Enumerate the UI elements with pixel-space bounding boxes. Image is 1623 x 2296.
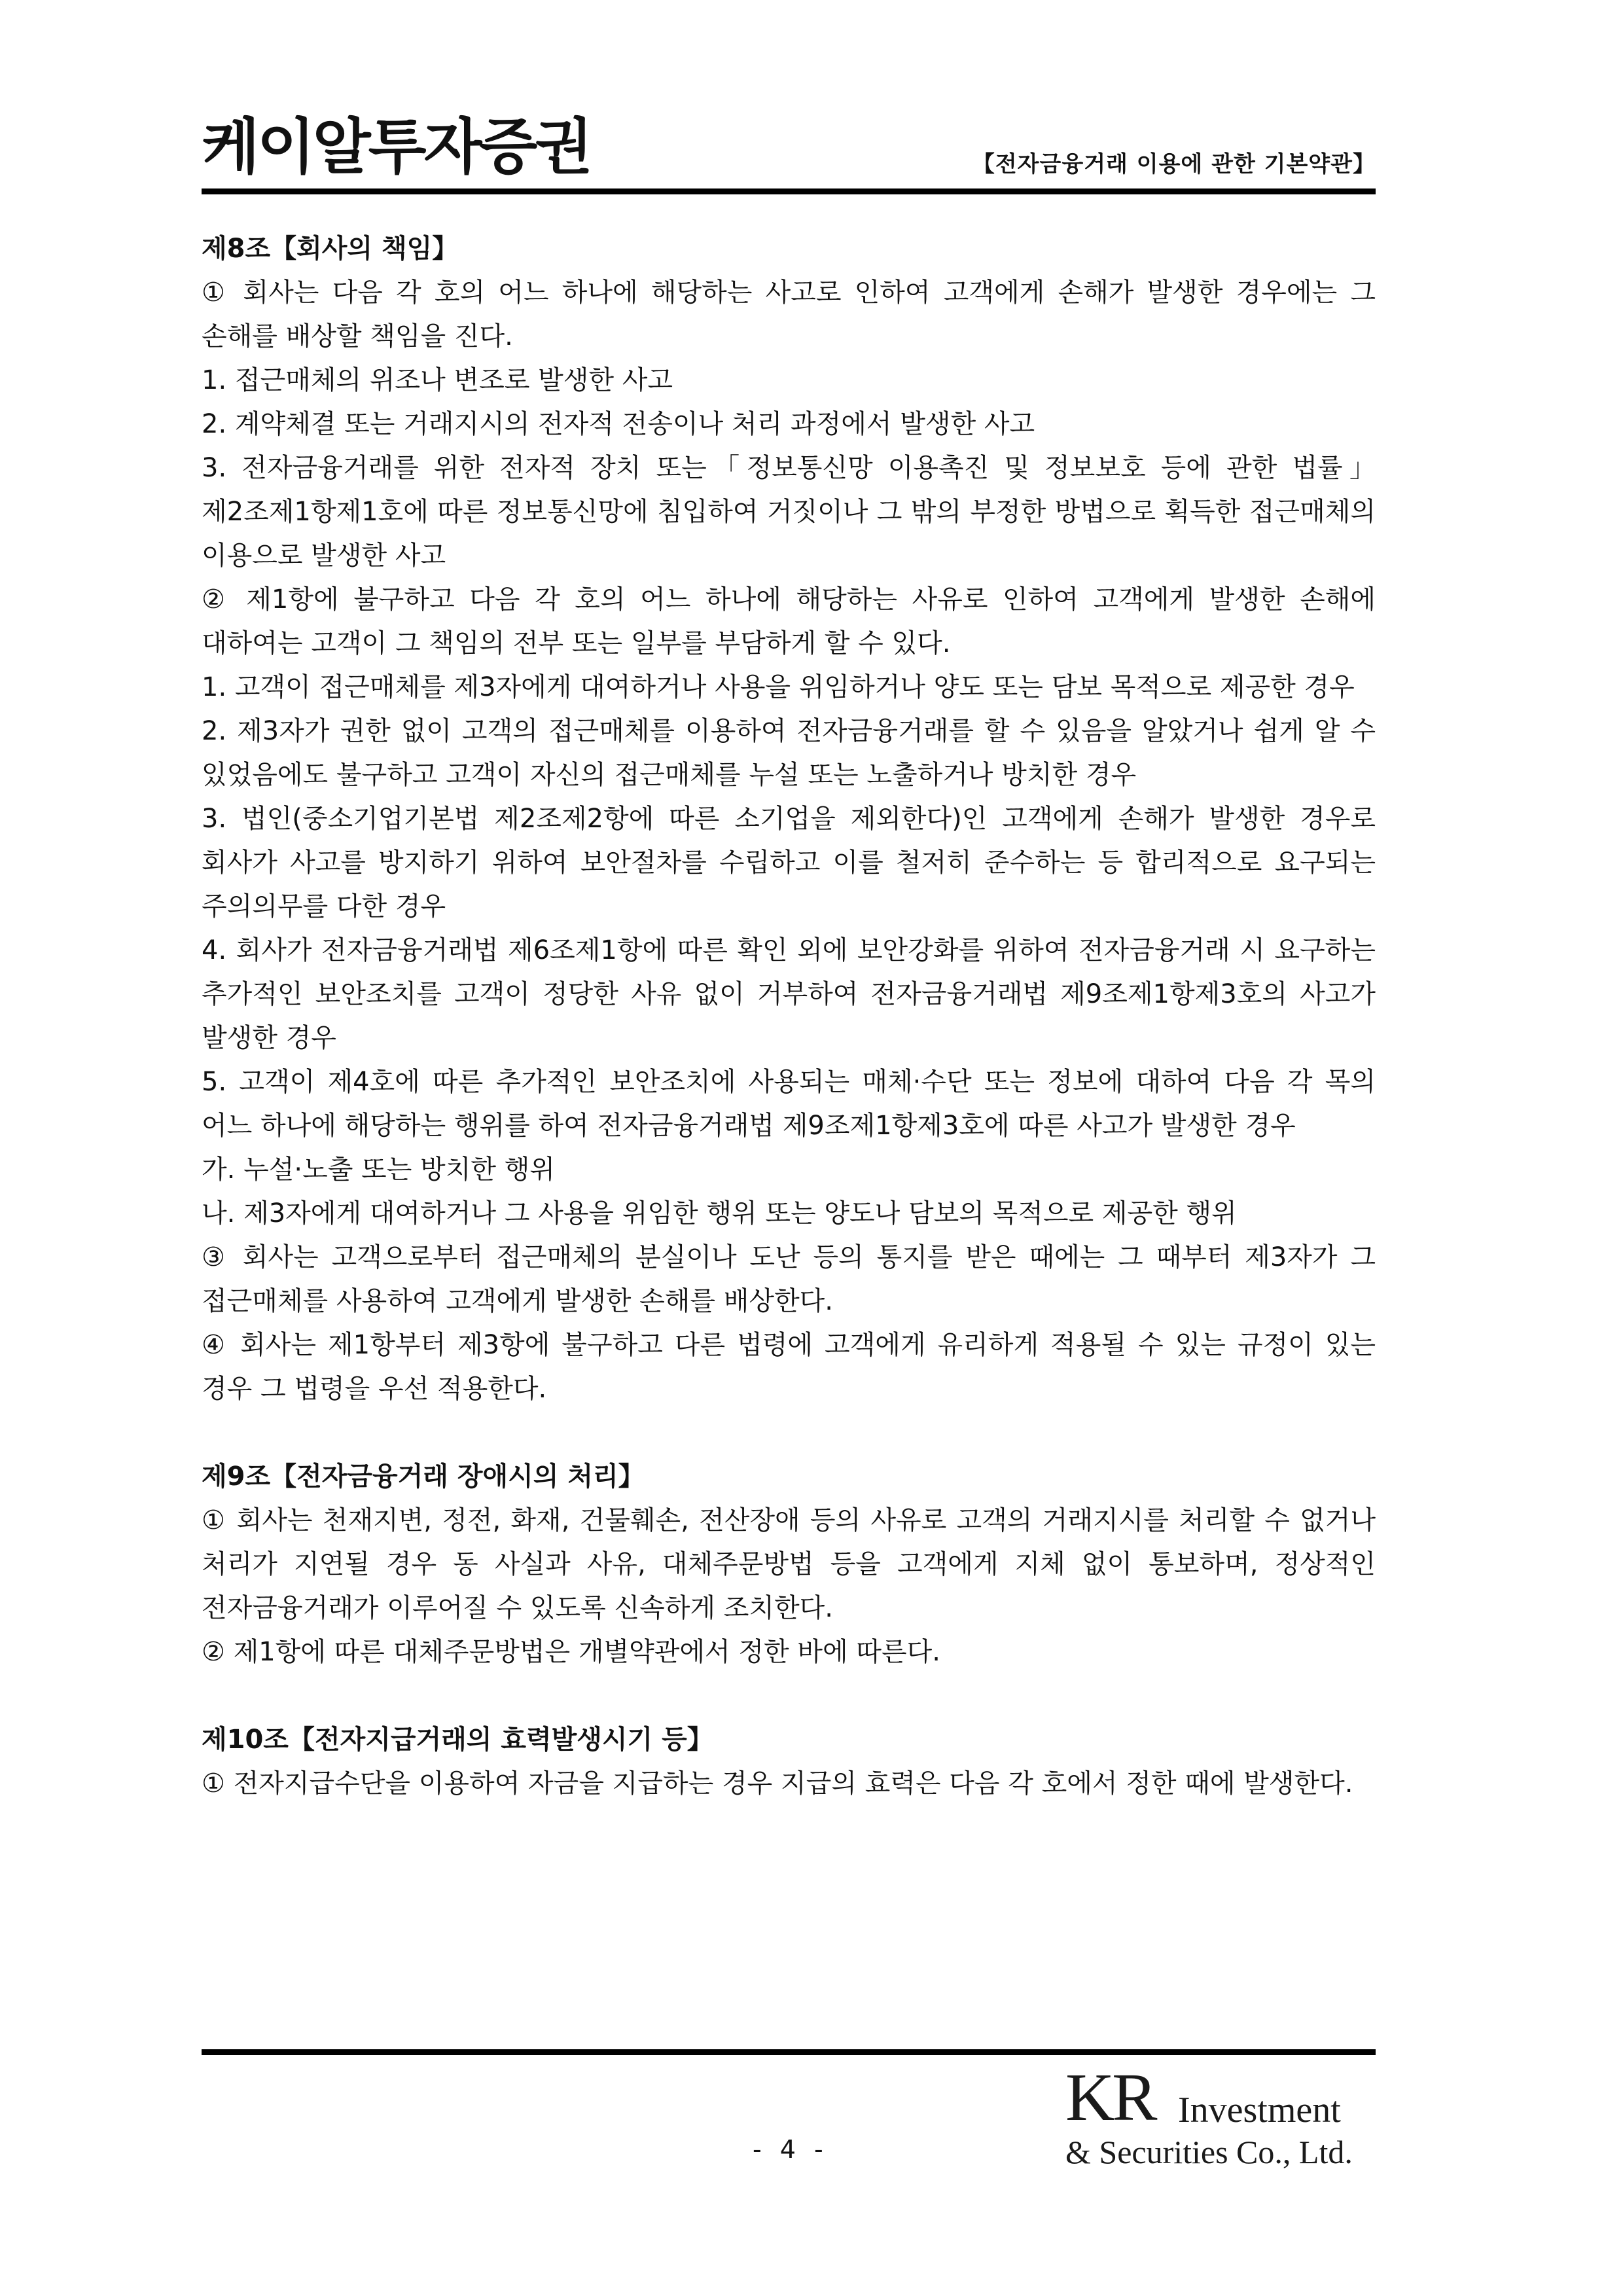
paragraph: ① 회사는 천재지변, 정전, 화재, 건물훼손, 전산장애 등의 사유로 고객의 거래지시를 처리할 수 없거나 처리가 지연될 경우 동 사실과 사유, 대체주문방법 등을 고객에게 지체 없이 통보하며, 정상적인 전자금융거래가 이루어질 수 있도록 신속하게 조치한다. bbox=[202, 1505, 1376, 1623]
article-heading: 제9조【전자금융거래 장애시의 처리】 bbox=[202, 1462, 645, 1492]
paragraph: 1. 접근매체의 위조나 변조로 발생한 사고 bbox=[202, 365, 673, 395]
article-heading: 제8조【회사의 책임】 bbox=[202, 234, 459, 264]
header-rule bbox=[202, 188, 1376, 194]
footer-rule bbox=[202, 2049, 1376, 2055]
page-number: - 4 - bbox=[753, 2135, 829, 2164]
paragraph: 나. 제3자에게 대여하거나 그 사용을 위임한 행위 또는 양도나 담보의 목적으로 제공한 행위 bbox=[202, 1198, 1237, 1229]
page-header bbox=[202, 111, 1376, 183]
logo-kr-text: KR bbox=[1065, 2060, 1155, 2135]
paragraph: 3. 전자금융거래를 위한 전자적 장치 또는「정보통신망 이용촉진 및 정보보호 등에 관한 법률」제2조제1항제1호에 따른 정보통신망에 침입하여 거짓이나 그 밖의 부정한 방법으로 획득한 접근매체의 이용으로 발생한 사고 bbox=[202, 453, 1376, 571]
paragraph: 가. 누설·노출 또는 방치한 행위 bbox=[202, 1155, 555, 1185]
paragraph: 1. 고객이 접근매체를 제3자에게 대여하거나 사용을 위임하거나 양도 또는 담보 목적으로 제공한 경우 bbox=[202, 672, 1355, 702]
document-title: 【전자금융거래 이용에 관한 기본약관】 bbox=[972, 151, 1376, 177]
section-gap bbox=[202, 1411, 1376, 1455]
document-body bbox=[202, 227, 1376, 1806]
paragraph: ① 전자지급수단을 이용하여 자금을 지급하는 경우 지급의 효력은 다음 각 호에서 정한 때에 발생한다. bbox=[202, 1768, 1353, 1799]
paragraph: ③ 회사는 고객으로부터 접근매체의 분실이나 도난 등의 통지를 받은 때에는 그 때부터 제3자가 그 접근매체를 사용하여 고객에게 발생한 손해를 배상한다. bbox=[202, 1242, 1376, 1316]
kr-securities-logo bbox=[1065, 2062, 1380, 2173]
paragraph: 3. 법인(중소기업기본법 제2조제2항에 따른 소기업을 제외한다)인 고객에게 손해가 발생한 경우로 회사가 사고를 방지하기 위하여 보안절차를 수립하고 이를 철저히 준수하는 등 합리적으로 요구되는 주의의무를 다한 경우 bbox=[202, 804, 1376, 922]
article-heading: 제10조【전자지급거래의 효력발생시기 등】 bbox=[202, 1725, 713, 1755]
logo-investment-text: Investment bbox=[1178, 2090, 1341, 2130]
paragraph: 2. 제3자가 권한 없이 고객의 접근매체를 이용하여 전자금융거래를 할 수 있음을 알았거나 쉽게 알 수 있었음에도 불구하고 고객이 자신의 접근매체를 누설 또는 노출하거나 방치한 경우 bbox=[202, 716, 1376, 790]
section-gap bbox=[202, 1674, 1376, 1718]
paragraph: 2. 계약체결 또는 거래지시의 전자적 전송이나 처리 과정에서 발생한 사고 bbox=[202, 409, 1035, 439]
paragraph: ④ 회사는 제1항부터 제3항에 불구하고 다른 법령에 고객에게 유리하게 적용될 수 있는 규정이 있는 경우 그 법령을 우선 적용한다. bbox=[202, 1330, 1376, 1404]
paragraph: ① 회사는 다음 각 호의 어느 하나에 해당하는 사고로 인하여 고객에게 손해가 발생한 경우에는 그 손해를 배상할 책임을 진다. bbox=[202, 278, 1376, 351]
logo-securities-text: & Securities Co., Ltd. bbox=[1065, 2134, 1353, 2170]
paragraph: 5. 고객이 제4호에 따른 추가적인 보안조치에 사용되는 매체·수단 또는 정보에 대하여 다음 각 목의 어느 하나에 해당하는 행위를 하여 전자금융거래법 제9조제1항제3호에 따른 사고가 발생한 경우 bbox=[202, 1067, 1376, 1141]
company-logo: 케이알투자증권 bbox=[202, 112, 591, 182]
paragraph: 4. 회사가 전자금융거래법 제6조제1항에 따른 확인 외에 보안강화를 위하여 전자금융거래 시 요구하는 추가적인 보안조치를 고객이 정당한 사유 없이 거부하여 전자금융거래법 제9조제1항제3호의 사고가 발생한 경우 bbox=[202, 935, 1376, 1053]
paragraph: ② 제1항에 불구하고 다음 각 호의 어느 하나에 해당하는 사유로 인하여 고객에게 발생한 손해에 대하여는 고객이 그 책임의 전부 또는 일부를 부담하게 할 수 있다. bbox=[202, 584, 1376, 658]
paragraph: ② 제1항에 따른 대체주문방법은 개별약관에서 정한 바에 따른다. bbox=[202, 1637, 941, 1667]
